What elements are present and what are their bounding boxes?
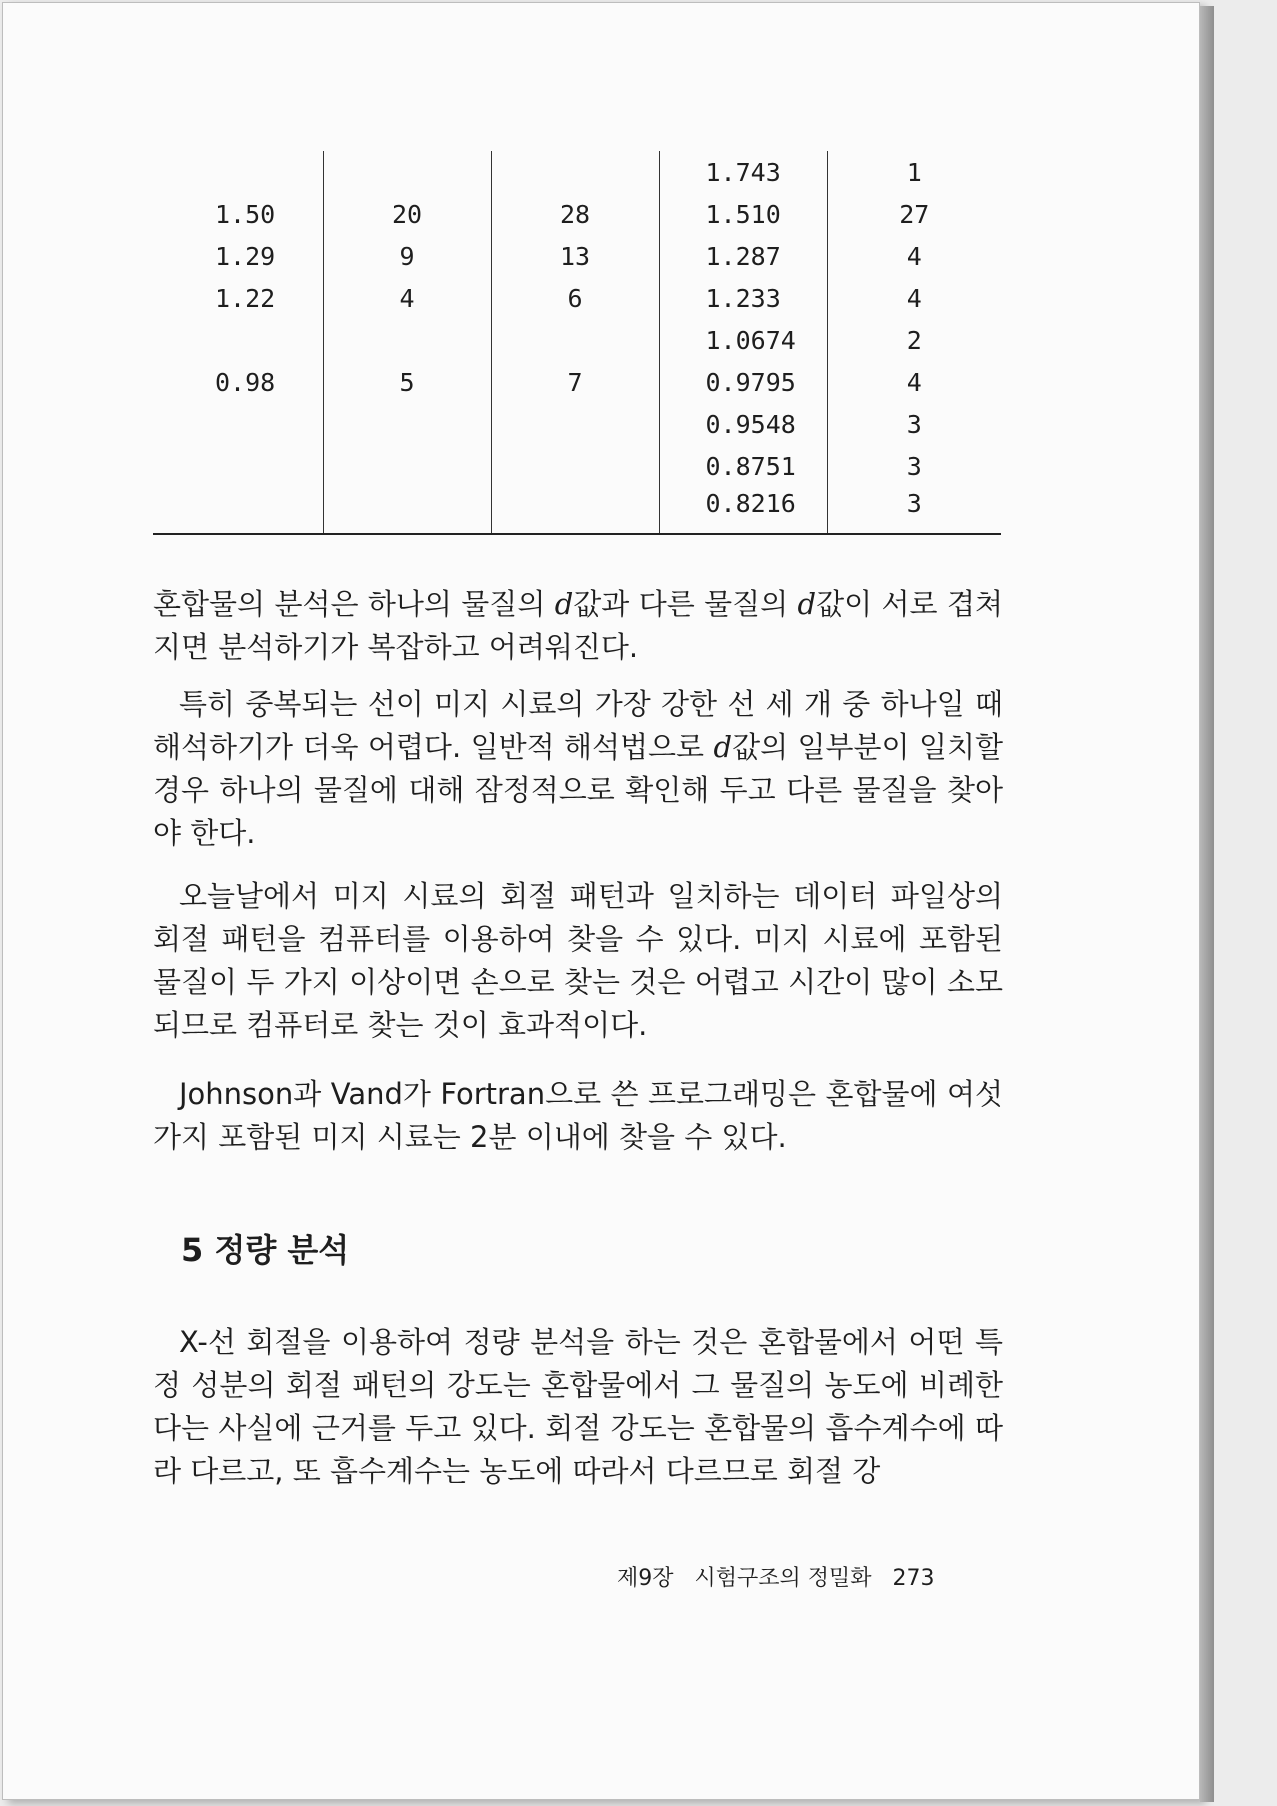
table-cell: 3: [827, 445, 1001, 487]
table-cell: 6: [491, 277, 659, 319]
table-cell: [491, 151, 659, 193]
paragraph-fortran-program: Johnson과 Vand가 Fortran으로 쓴 프로그래밍은 혼합물에 여섯 가지 포함된 미지 시료는 2분 이내에 찾을 수 있다.: [153, 1077, 1003, 1154]
table-cell: [153, 151, 323, 193]
table-cell: 9: [323, 235, 491, 277]
table-row: [153, 445, 1001, 487]
table-cell: 0.9795: [659, 361, 827, 403]
book-page: [2, 2, 1200, 1800]
table-cell: [323, 487, 491, 534]
table-cell: [323, 151, 491, 193]
table-cell: 3: [827, 403, 1001, 445]
paragraph-quantitative-analysis: X-선 회절을 이용하여 정량 분석을 하는 것은 혼합물에서 어떤 특정 성분의 회절 패턴의 강도는 혼합물에서 그 물질의 농도에 비례한다는 사실에 근거를 두고 있다. 회절 강도는 혼합물의 흡수계수에 따라 다르고, 또 흡수계수는 농도에 따라서 다르므로 회절 강: [153, 1325, 1003, 1488]
page-number: 273: [892, 1566, 935, 1591]
page-edge-shadow: [1200, 6, 1214, 1802]
table-cell: [323, 445, 491, 487]
table-cell: 1.743: [659, 151, 827, 193]
table-cell: [491, 319, 659, 361]
table-row: [153, 361, 1001, 403]
diffraction-data-table: [153, 151, 1001, 543]
table-cell: [153, 403, 323, 445]
section-heading: 5 정량 분석: [181, 1231, 350, 1269]
table-cell: 1: [827, 151, 1001, 193]
table-row: [153, 193, 1001, 235]
table-row: [153, 277, 1001, 319]
table-row: [153, 151, 1001, 193]
table-row: [153, 487, 1001, 534]
table-cell: 28: [491, 193, 659, 235]
table-cell: 0.8216: [659, 487, 827, 534]
table-cell: 1.287: [659, 235, 827, 277]
paragraph-mixture-analysis: 혼합물의 분석은 하나의 물질의 d값과 다른 물질의 d값이 서로 겹쳐지면 분석하기가 복잡하고 어려워진다.: [153, 587, 1003, 664]
table-cell: 1.510: [659, 193, 827, 235]
table-cell: 4: [827, 361, 1001, 403]
chapter-title: 시험구조의 정밀화: [694, 1566, 872, 1591]
paragraph-computer-search: 오늘날에서 미지 시료의 회절 패턴과 일치하는 데이터 파일상의 회절 패턴을 컴퓨터를 이용하여 찾을 수 있다. 미지 시료에 포함된 물질이 두 가지 이상이면 손으로 찾는 것은 어렵고 시간이 많이 소모되므로 컴퓨터로 찾는 것이 효과적이다.: [153, 879, 1003, 1042]
table-cell: 20: [323, 193, 491, 235]
d-spacing-symbol: d: [797, 587, 817, 621]
table-cell: [491, 403, 659, 445]
table-cell: [153, 445, 323, 487]
table-cell: 4: [827, 277, 1001, 319]
table-cell: [491, 487, 659, 534]
d-spacing-symbol: d: [554, 587, 574, 621]
table-cell: 4: [827, 235, 1001, 277]
paragraph-overlap-lines: 특히 중복되는 선이 미지 시료의 가장 강한 선 세 개 중 하나일 때 해석하기가 더욱 어렵다. 일반적 해석법으로 d값의 일부분이 일치할 경우 하나의 물질에 대해 잠정적으로 확인해 두고 다른 물질을 찾아야 한다.: [153, 687, 1003, 850]
table-cell: 3: [827, 487, 1001, 534]
chapter-label: 제9장: [617, 1566, 674, 1591]
table-row: [153, 403, 1001, 445]
table-row: [153, 319, 1001, 361]
table-row: [153, 235, 1001, 277]
table-cell: 1.50: [215, 199, 276, 229]
table-cell: [491, 445, 659, 487]
page-footer: [617, 1561, 949, 1592]
table-cell: 5: [323, 361, 491, 403]
table-cell: 0.98: [215, 367, 276, 397]
table-cell: [153, 319, 323, 361]
table-cell: 1.233: [659, 277, 827, 319]
table-cell: 27: [827, 193, 1001, 235]
table-cell: 1.29: [215, 241, 276, 271]
table-cell: 0.9548: [659, 403, 827, 445]
table-cell: 1.22: [215, 283, 276, 313]
table-cell: 13: [491, 235, 659, 277]
table-cell: 1.0674: [659, 319, 827, 361]
table-cell: 4: [323, 277, 491, 319]
table-cell: 7: [491, 361, 659, 403]
d-spacing-symbol: d: [713, 730, 733, 764]
table-cell: 0.8751: [659, 445, 827, 487]
table-cell: 2: [827, 319, 1001, 361]
table-cell: [323, 403, 491, 445]
table-cell: [153, 487, 323, 534]
table-cell: [323, 319, 491, 361]
